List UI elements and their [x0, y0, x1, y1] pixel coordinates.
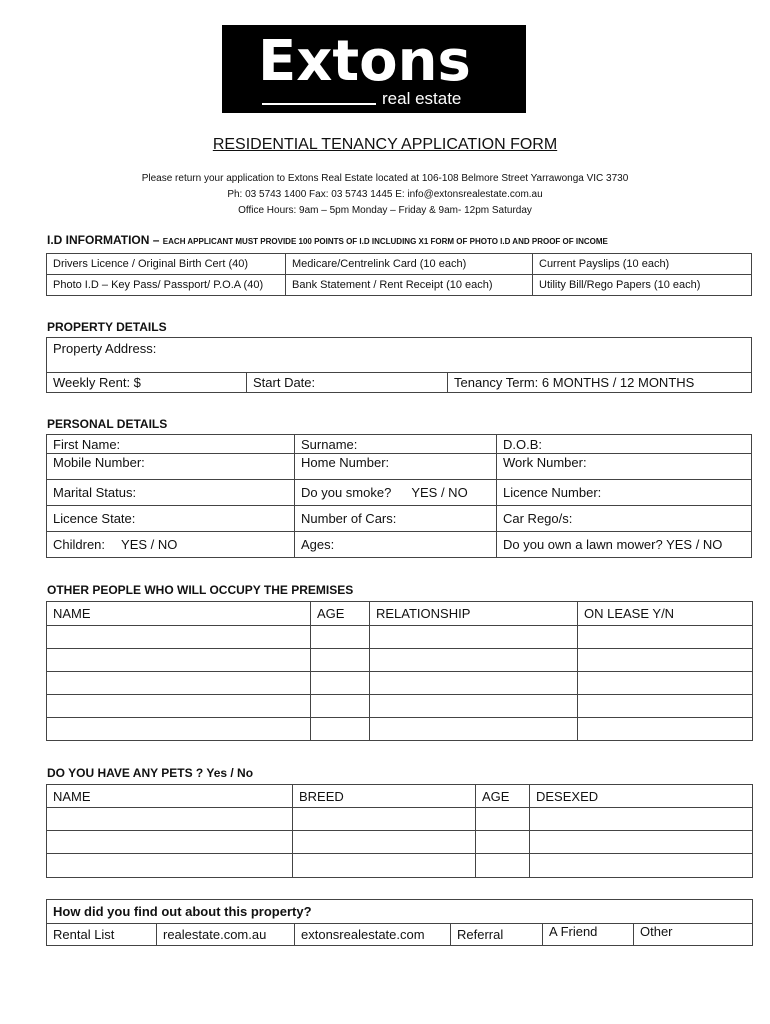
table-row	[47, 924, 753, 946]
table-row	[47, 338, 752, 373]
table-cell[interactable]	[293, 808, 476, 831]
table-cell[interactable]	[578, 626, 753, 649]
intro-address: Please return your application to Extons Real Estate located at 106-108 Belmore Street Yarrawonga VIC 3730	[141, 173, 629, 184]
marital-status-field[interactable]: Marital Status:	[47, 480, 295, 506]
pet-breed-header: BREED	[293, 785, 476, 808]
intro-contact: Ph: 03 5743 1400 Fax: 03 5743 1445 E: info@extonsrealestate.com.au	[227, 189, 543, 200]
option-extonsrealestate-com[interactable]: extonsrealestate.com	[295, 924, 451, 946]
table-row	[47, 373, 752, 393]
table-cell[interactable]	[476, 854, 530, 878]
table-cell[interactable]	[293, 854, 476, 878]
option-rental-list[interactable]: Rental List	[47, 924, 157, 946]
mobile-field[interactable]: Mobile Number:	[47, 454, 295, 480]
home-number-field[interactable]: Home Number:	[295, 454, 497, 480]
table-row	[47, 435, 752, 454]
property-address-field[interactable]: Property Address:	[47, 338, 752, 373]
licence-state-field[interactable]: Licence State:	[47, 506, 295, 532]
id-option-cell[interactable]: Current Payslips (10 each)	[533, 254, 752, 275]
option-a-friend[interactable]: A Friend	[543, 924, 634, 946]
car-rego-field[interactable]: Car Rego/s:	[497, 506, 752, 532]
smoke-yes-no[interactable]: YES / NO	[411, 485, 468, 500]
table-cell[interactable]	[578, 672, 753, 695]
table-row	[47, 254, 752, 275]
logo-brand: Extons	[258, 29, 471, 94]
occupants-table	[46, 601, 753, 741]
pet-age-header: AGE	[476, 785, 530, 808]
table-cell[interactable]	[370, 626, 578, 649]
table-row	[47, 695, 753, 718]
id-option-cell[interactable]: Utility Bill/Rego Papers (10 each)	[533, 275, 752, 296]
tenancy-term-field[interactable]: Tenancy Term: 6 MONTHS / 12 MONTHS	[448, 373, 752, 393]
table-cell[interactable]	[370, 649, 578, 672]
children-field[interactable]	[47, 532, 295, 558]
form-title: RESIDENTIAL TENANCY APPLICATION FORM	[212, 136, 558, 153]
table-cell[interactable]	[311, 626, 370, 649]
occupants-heading: OTHER PEOPLE WHO WILL OCCUPY THE PREMISES	[47, 583, 354, 597]
option-realestate-com-au[interactable]: realestate.com.au	[157, 924, 295, 946]
logo-rule	[262, 103, 376, 105]
option-referral[interactable]: Referral	[451, 924, 543, 946]
surname-field[interactable]: Surname:	[295, 435, 497, 454]
personal-heading: PERSONAL DETAILS	[47, 417, 168, 431]
table-cell[interactable]	[370, 695, 578, 718]
table-row	[47, 718, 753, 741]
property-table	[46, 337, 752, 393]
id-option-cell[interactable]: Photo I.D – Key Pass/ Passport/ P.O.A (40)	[47, 275, 286, 296]
table-cell[interactable]	[476, 808, 530, 831]
table-row	[47, 854, 753, 878]
dob-field[interactable]: D.O.B:	[497, 435, 752, 454]
table-row	[47, 480, 752, 506]
table-row	[47, 454, 752, 480]
table-row	[47, 626, 753, 649]
table-cell[interactable]	[578, 695, 753, 718]
occupant-name-header: NAME	[47, 602, 311, 626]
pets-table	[46, 784, 753, 878]
table-row	[47, 649, 753, 672]
table-cell[interactable]	[47, 831, 293, 854]
lawn-mower-field[interactable]: Do you own a lawn mower? YES / NO	[497, 532, 752, 558]
smoke-field[interactable]	[295, 480, 497, 506]
table-row	[47, 275, 752, 296]
table-cell[interactable]	[370, 672, 578, 695]
table-cell[interactable]	[47, 649, 311, 672]
table-row	[47, 831, 753, 854]
personal-table	[46, 434, 752, 558]
id-table	[46, 253, 752, 296]
ages-field[interactable]: Ages:	[295, 532, 497, 558]
logo-subtitle: real estate	[382, 89, 462, 108]
occupant-relationship-header: RELATIONSHIP	[370, 602, 578, 626]
id-option-cell[interactable]: Drivers Licence / Original Birth Cert (40)	[47, 254, 286, 275]
pet-name-header: NAME	[47, 785, 293, 808]
id-subheading: EACH APPLICANT MUST PROVIDE 100 POINTS OF I.D INCLUDING X1 FORM OF PHOTO I.D AND PROOF OF INCOME	[162, 237, 608, 246]
referral-question: How did you find out about this property?	[47, 900, 753, 924]
table-row	[47, 900, 753, 924]
table-cell[interactable]	[578, 649, 753, 672]
table-row	[47, 602, 753, 626]
option-other[interactable]: Other	[634, 924, 753, 946]
id-option-cell[interactable]: Medicare/Centrelink Card (10 each)	[286, 254, 533, 275]
table-cell[interactable]	[47, 854, 293, 878]
occupant-age-header: AGE	[311, 602, 370, 626]
weekly-rent-field[interactable]: Weekly Rent: $	[47, 373, 247, 393]
table-cell[interactable]	[530, 808, 753, 831]
table-row	[47, 672, 753, 695]
table-cell[interactable]	[47, 695, 311, 718]
table-cell[interactable]	[311, 649, 370, 672]
table-cell[interactable]	[47, 672, 311, 695]
table-cell[interactable]	[47, 718, 311, 741]
table-row	[47, 785, 753, 808]
smoke-label: Do you smoke?	[301, 485, 392, 500]
table-cell[interactable]	[311, 672, 370, 695]
table-cell[interactable]	[370, 718, 578, 741]
first-name-field[interactable]: First Name:	[47, 435, 295, 454]
table-cell[interactable]	[476, 831, 530, 854]
id-option-cell[interactable]: Bank Statement / Rent Receipt (10 each)	[286, 275, 533, 296]
id-section-heading	[47, 233, 608, 247]
table-cell[interactable]	[530, 854, 753, 878]
licence-number-field[interactable]: Licence Number:	[497, 480, 752, 506]
number-of-cars-field[interactable]: Number of Cars:	[295, 506, 497, 532]
referral-table	[46, 899, 753, 946]
table-cell[interactable]	[578, 718, 753, 741]
id-heading: I.D INFORMATION –	[47, 233, 160, 247]
table-cell[interactable]	[47, 626, 311, 649]
table-row	[47, 808, 753, 831]
table-cell[interactable]	[293, 831, 476, 854]
intro-hours: Office Hours: 9am – 5pm Monday – Friday & 9am- 12pm Saturday	[238, 205, 532, 216]
company-logo	[222, 25, 526, 113]
table-row	[47, 506, 752, 532]
table-row	[47, 532, 752, 558]
children-label: Children:	[53, 537, 106, 552]
table-cell[interactable]	[530, 831, 753, 854]
start-date-field[interactable]: Start Date:	[247, 373, 448, 393]
table-cell[interactable]	[311, 718, 370, 741]
pet-desexed-header: DESEXED	[530, 785, 753, 808]
pets-heading: DO YOU HAVE ANY PETS ? Yes / No	[47, 766, 254, 780]
occupant-on-lease-header: ON LEASE Y/N	[578, 602, 753, 626]
table-cell[interactable]	[47, 808, 293, 831]
work-number-field[interactable]: Work Number:	[497, 454, 752, 480]
table-cell[interactable]	[311, 695, 370, 718]
property-heading: PROPERTY DETAILS	[47, 320, 167, 334]
children-yes-no[interactable]: YES / NO	[121, 537, 178, 552]
